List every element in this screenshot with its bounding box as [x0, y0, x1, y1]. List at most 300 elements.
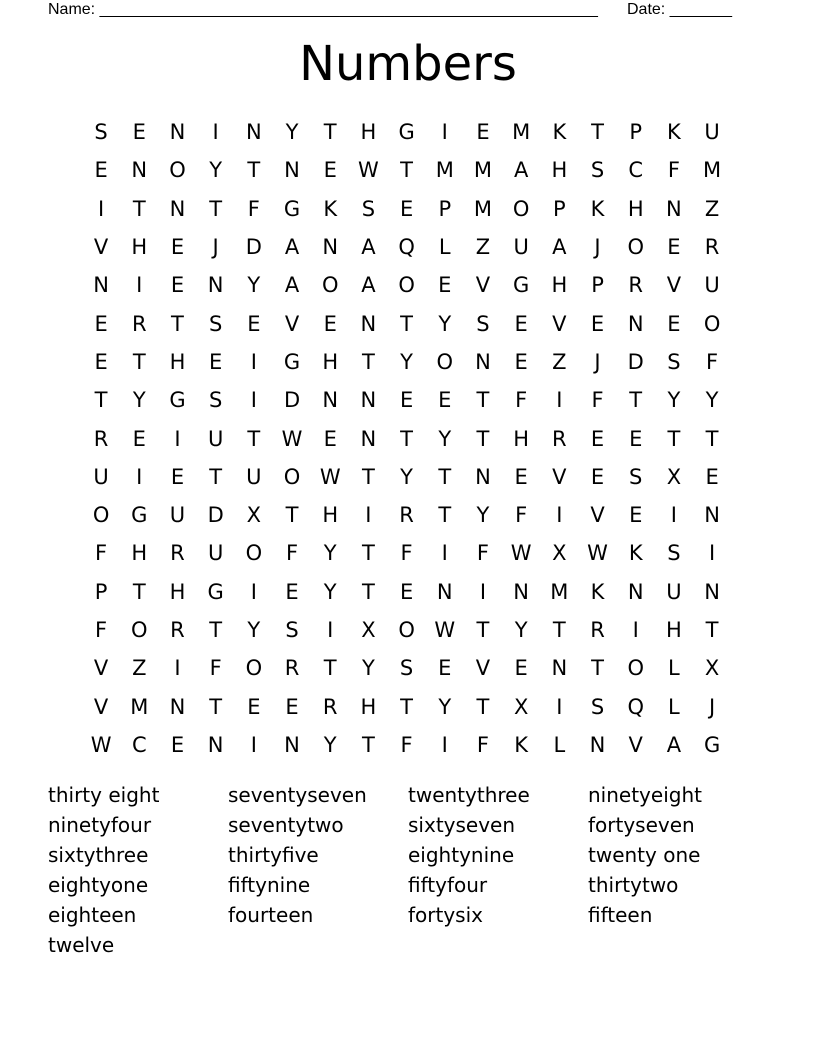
grid-letter: Q [627, 694, 644, 719]
word-list [48, 780, 768, 960]
grid-letter: O [627, 656, 644, 681]
grid-letter: F [95, 618, 108, 642]
grid-letter: I [174, 426, 181, 451]
grid-letter: Z [475, 235, 491, 260]
grid-letter: F [591, 388, 604, 413]
grid-letter: Q [398, 235, 415, 260]
grid-row [82, 266, 731, 304]
grid-letter: T [400, 426, 413, 451]
letter-grid [82, 113, 731, 764]
word-list-item: sixtythree [48, 843, 149, 867]
grid-letter: T [667, 426, 681, 451]
grid-letter: I [97, 196, 105, 221]
grid-letter: A [666, 732, 682, 757]
grid-letter: Y [514, 618, 528, 642]
grid-letter: T [132, 196, 146, 221]
grid-letter: E [132, 426, 146, 451]
grid-letter: N [284, 732, 300, 757]
grid-letter: V [93, 235, 109, 260]
grid-letter: P [629, 120, 643, 145]
grid-letter: A [284, 273, 300, 298]
grid-letter: R [131, 311, 147, 336]
grid-letter: T [209, 694, 223, 719]
grid-letter: E [323, 311, 337, 336]
grid-letter: A [284, 235, 300, 260]
word-list-item: thirty eight [48, 783, 160, 807]
grid-row [82, 151, 731, 189]
grid-letter: E [514, 311, 528, 336]
grid-letter: C [628, 158, 644, 183]
grid-letter: W [434, 618, 456, 642]
grid-letter: T [438, 503, 452, 528]
grid-letter: H [627, 196, 644, 221]
grid-letter: G [283, 196, 301, 221]
grid-letter: R [284, 656, 300, 681]
grid-row [82, 458, 731, 496]
grid-letter: R [399, 503, 414, 528]
grid-letter: N [627, 311, 644, 336]
grid-row [82, 113, 731, 151]
grid-letter: U [207, 541, 224, 566]
grid-letter: U [246, 464, 262, 489]
grid-letter: Z [704, 196, 720, 221]
grid-letter: E [514, 349, 528, 374]
grid-letter: I [479, 579, 487, 604]
word-list-item: fifteen [588, 903, 653, 927]
word-list-item: fiftyfour [408, 873, 488, 897]
grid-letter: F [247, 196, 260, 221]
grid-letter: M [435, 158, 454, 183]
grid-letter: N [360, 388, 377, 413]
grid-letter: N [704, 579, 720, 604]
grid-row [82, 726, 731, 764]
grid-letter: I [632, 618, 639, 642]
grid-letter: W [510, 541, 532, 566]
grid-letter: A [513, 158, 529, 183]
grid-letter: F [400, 732, 413, 757]
grid-letter: E [170, 732, 185, 757]
grid-letter: K [590, 196, 605, 221]
grid-letter: T [285, 503, 299, 528]
grid-letter: I [441, 120, 448, 145]
word-list-item: seventytwo [228, 813, 344, 837]
grid-letter: H [360, 694, 377, 719]
grid-row [82, 190, 731, 228]
word-list-item: eightynine [408, 843, 515, 867]
grid-letter: R [590, 618, 605, 642]
grid-letter: T [705, 618, 719, 642]
grid-letter: S [285, 618, 299, 642]
grid-letter: X [552, 541, 567, 566]
grid-letter: T [171, 311, 184, 336]
grid-letter: T [400, 694, 413, 719]
grid-letter: O [169, 158, 186, 183]
grid-letter: I [708, 541, 716, 566]
grid-letter: Y [323, 732, 337, 757]
grid-letter: H [131, 541, 148, 566]
word-list-item: seventyseven [228, 783, 367, 807]
page-title: Numbers [299, 36, 517, 92]
grid-letter: Y [476, 503, 490, 528]
grid-letter: S [667, 349, 681, 374]
grid-letter: H [360, 120, 377, 145]
grid-letter: I [136, 273, 143, 298]
grid-letter: G [207, 579, 224, 604]
word-list-item: twentythree [408, 783, 530, 807]
grid-letter: U [704, 273, 720, 298]
grid-letter: H [551, 273, 568, 298]
grid-letter: T [323, 120, 337, 145]
grid-letter: T [209, 618, 223, 642]
grid-letter: T [132, 579, 146, 604]
grid-letter: W [319, 464, 341, 489]
grid-letter: I [441, 541, 448, 566]
grid-letter: X [361, 618, 376, 642]
grid-letter: N [93, 273, 109, 298]
grid-letter: K [552, 120, 567, 145]
grid-letter: T [361, 349, 375, 374]
grid-letter: U [93, 464, 109, 489]
grid-letter: A [361, 273, 376, 298]
grid-letter: T [209, 464, 223, 489]
word-list-item: ninetyfour [48, 813, 152, 837]
grid-letter: R [93, 426, 109, 451]
word-list-item: fortyseven [588, 813, 695, 837]
grid-letter: Z [552, 349, 567, 374]
grid-letter: N [322, 235, 339, 260]
grid-letter: F [285, 541, 299, 566]
grid-row [82, 649, 731, 687]
word-list-item: thirtytwo [588, 873, 679, 897]
grid-letter: N [627, 579, 644, 604]
grid-letter: T [400, 158, 413, 183]
grid-letter: E [590, 464, 605, 489]
grid-letter: F [667, 158, 680, 183]
grid-row [82, 343, 731, 381]
grid-letter: E [170, 464, 185, 489]
grid-letter: J [594, 235, 601, 260]
grid-letter: T [476, 426, 490, 451]
grid-letter: J [708, 694, 716, 719]
grid-letter: S [208, 388, 223, 413]
grid-letter: O [398, 618, 415, 642]
grid-letter: I [670, 503, 677, 528]
grid-letter: W [587, 541, 608, 566]
word-list-item: twelve [48, 933, 115, 957]
grid-letter: L [668, 656, 680, 681]
grid-letter: T [629, 388, 643, 413]
grid-letter: T [361, 579, 375, 604]
grid-letter: V [93, 694, 109, 719]
grid-letter: J [594, 349, 601, 374]
grid-letter: E [399, 196, 414, 221]
grid-row [82, 496, 731, 534]
grid-letter: F [476, 732, 490, 757]
grid-letter: O [92, 503, 110, 528]
grid-letter: I [174, 656, 181, 681]
grid-letter: V [284, 311, 300, 336]
grid-letter: H [322, 503, 339, 528]
grid-letter: T [132, 349, 146, 374]
word-list-item: twenty one [588, 843, 701, 867]
grid-letter: E [438, 273, 452, 298]
grid-letter: O [321, 273, 339, 298]
word-list-item: thirtyfive [228, 843, 319, 867]
grid-letter: N [704, 503, 720, 528]
grid-letter: R [552, 426, 567, 451]
grid-letter: T [552, 618, 566, 642]
grid-letter: F [209, 656, 222, 681]
grid-letter: V [628, 732, 643, 757]
grid-letter: V [475, 656, 491, 681]
grid-letter: K [514, 732, 529, 757]
grid-letter: H [322, 349, 339, 374]
grid-letter: T [247, 158, 261, 183]
grid-letter: T [323, 656, 337, 681]
grid-letter: L [668, 694, 680, 719]
grid-letter: V [552, 311, 567, 336]
grid-letter: N [207, 732, 224, 757]
grid-letter: M [512, 120, 531, 145]
grid-letter: Y [705, 388, 719, 413]
grid-letter: R [170, 618, 185, 642]
grid-letter: H [169, 579, 186, 604]
grid-letter: H [513, 426, 530, 451]
grid-letter: E [667, 235, 681, 260]
grid-letter: K [590, 579, 605, 604]
grid-letter: N [513, 579, 530, 604]
grid-letter: T [476, 388, 490, 413]
grid-letter: P [438, 196, 452, 221]
grid-letter: N [360, 426, 377, 451]
grid-letter: P [553, 196, 566, 221]
grid-letter: O [131, 618, 148, 642]
grid-letter: E [590, 426, 605, 451]
grid-letter: E [667, 311, 681, 336]
grid-letter: T [438, 464, 452, 489]
grid-row [82, 228, 731, 266]
grid-letter: N [245, 120, 262, 145]
grid-letter: E [285, 579, 299, 604]
grid-letter: E [285, 694, 299, 719]
grid-letter: J [212, 235, 219, 260]
word-list-item: fortysix [408, 903, 483, 927]
word-list-item: ninetyeight [588, 783, 702, 807]
grid-letter: E [705, 464, 719, 489]
grid-letter: Y [438, 694, 452, 719]
grid-letter: E [476, 120, 490, 145]
grid-letter: G [513, 273, 530, 298]
grid-letter: E [399, 579, 414, 604]
grid-letter: Y [438, 311, 452, 336]
grid-letter: E [247, 694, 261, 719]
grid-letter: I [136, 464, 143, 489]
grid-letter: T [591, 656, 604, 681]
grid-letter: Y [209, 158, 223, 183]
grid-letter: I [441, 732, 448, 757]
grid-row [82, 534, 731, 572]
grid-letter: I [556, 388, 563, 413]
grid-letter: U [169, 503, 186, 528]
grid-letter: E [323, 158, 337, 183]
grid-letter: R [628, 273, 644, 298]
grid-letter: V [93, 656, 109, 681]
grid-letter: S [361, 196, 376, 221]
grid-letter: N [322, 388, 339, 413]
grid-letter: Z [132, 656, 147, 681]
grid-letter: O [245, 541, 263, 566]
grid-letter: V [666, 273, 682, 298]
grid-letter: S [476, 311, 490, 336]
grid-letter: F [95, 541, 108, 566]
grid-letter: O [703, 311, 721, 336]
grid-letter: G [131, 503, 148, 528]
grid-letter: V [475, 273, 491, 298]
grid-letter: Y [323, 579, 337, 604]
grid-letter: N [169, 120, 186, 145]
grid-letter: I [327, 618, 334, 642]
grid-letter: N [475, 349, 491, 374]
grid-letter: T [94, 388, 108, 413]
grid-letter: F [706, 349, 719, 374]
grid-row [82, 573, 731, 611]
grid-letter: E [629, 503, 643, 528]
grid-letter: G [169, 388, 186, 413]
grid-letter: H [169, 349, 186, 374]
grid-letter: G [703, 732, 721, 757]
grid-letter: D [627, 349, 644, 374]
grid-letter: F [515, 503, 528, 528]
grid-letter: X [246, 503, 262, 528]
grid-letter: N [131, 158, 148, 183]
grid-letter: I [212, 120, 219, 145]
grid-letter: X [704, 656, 720, 681]
grid-letter: E [94, 311, 108, 336]
grid-letter: N [666, 196, 682, 221]
grid-letter: I [556, 694, 563, 719]
grid-letter: E [247, 311, 261, 336]
grid-letter: E [514, 656, 528, 681]
grid-letter: P [591, 273, 604, 298]
grid-letter: M [130, 694, 149, 719]
grid-letter: I [365, 503, 372, 528]
grid-letter: E [399, 388, 414, 413]
grid-letter: T [361, 464, 375, 489]
grid-row [82, 611, 731, 649]
grid-letter: N [551, 656, 568, 681]
word-list-item: sixtyseven [408, 813, 516, 837]
grid-letter: F [476, 541, 490, 566]
grid-letter: I [556, 503, 563, 528]
grid-letter: X [666, 464, 682, 489]
word-list-item: eightyone [48, 873, 149, 897]
grid-letter: N [207, 273, 224, 298]
grid-letter: C [131, 732, 147, 757]
grid-letter: T [476, 618, 490, 642]
grid-letter: F [515, 388, 528, 413]
grid-letter: D [245, 235, 262, 260]
grid-letter: U [513, 235, 529, 260]
grid-letter: M [703, 158, 722, 183]
grid-letter: R [170, 541, 185, 566]
grid-row [82, 304, 731, 342]
grid-letter: E [514, 464, 528, 489]
grid-letter: G [283, 349, 301, 374]
grid-letter: E [590, 311, 605, 336]
grid-letter: E [438, 656, 452, 681]
grid-letter: E [209, 349, 223, 374]
word-list-item: fourteen [228, 903, 314, 927]
grid-letter: E [170, 235, 185, 260]
grid-letter: T [400, 311, 413, 336]
grid-letter: O [283, 464, 301, 489]
grid-letter: W [358, 158, 379, 183]
grid-letter: E [94, 158, 108, 183]
grid-letter: V [590, 503, 605, 528]
grid-letter: L [553, 732, 566, 757]
grid-letter: S [667, 541, 681, 566]
grid-letter: T [247, 426, 261, 451]
grid-letter: Y [667, 388, 681, 413]
grid-letter: S [629, 464, 643, 489]
grid-letter: H [131, 235, 148, 260]
grid-letter: W [90, 732, 112, 757]
grid-letter: A [552, 235, 567, 260]
grid-letter: T [361, 541, 375, 566]
grid-letter: M [473, 196, 493, 221]
grid-letter: Y [285, 120, 299, 145]
grid-letter: T [705, 426, 719, 451]
grid-letter: N [284, 158, 300, 183]
grid-letter: N [360, 311, 377, 336]
grid-letter: U [704, 120, 720, 145]
grid-letter: T [476, 694, 490, 719]
date-field-label: Date: _______ [627, 1, 732, 18]
grid-row [82, 381, 731, 419]
word-list-item: fiftynine [228, 873, 311, 897]
grid-row [82, 419, 731, 457]
grid-letter: D [283, 388, 301, 413]
grid-letter: M [473, 158, 493, 183]
grid-letter: Y [361, 656, 375, 681]
grid-letter: Y [247, 273, 261, 298]
grid-letter: H [551, 158, 568, 183]
grid-letter: S [399, 656, 414, 681]
grid-letter: E [323, 426, 337, 451]
grid-letter: K [323, 196, 338, 221]
grid-letter: I [250, 349, 257, 374]
grid-letter: N [169, 196, 186, 221]
grid-letter: Y [132, 388, 146, 413]
grid-letter: I [250, 388, 257, 413]
grid-letter: M [550, 579, 569, 604]
grid-letter: I [250, 579, 257, 604]
grid-letter: T [591, 120, 604, 145]
grid-row [82, 687, 731, 725]
grid-letter: Y [438, 426, 452, 451]
grid-letter: E [438, 388, 452, 413]
grid-letter: I [250, 732, 257, 757]
grid-letter: E [629, 426, 643, 451]
grid-letter: Y [400, 464, 413, 489]
grid-letter: S [590, 158, 605, 183]
grid-letter: S [590, 694, 605, 719]
grid-letter: O [398, 273, 415, 298]
grid-letter: K [628, 541, 643, 566]
grid-letter: E [170, 273, 185, 298]
grid-letter: A [361, 235, 376, 260]
name-field-label: Name: ________________________________________________________ [48, 1, 598, 18]
